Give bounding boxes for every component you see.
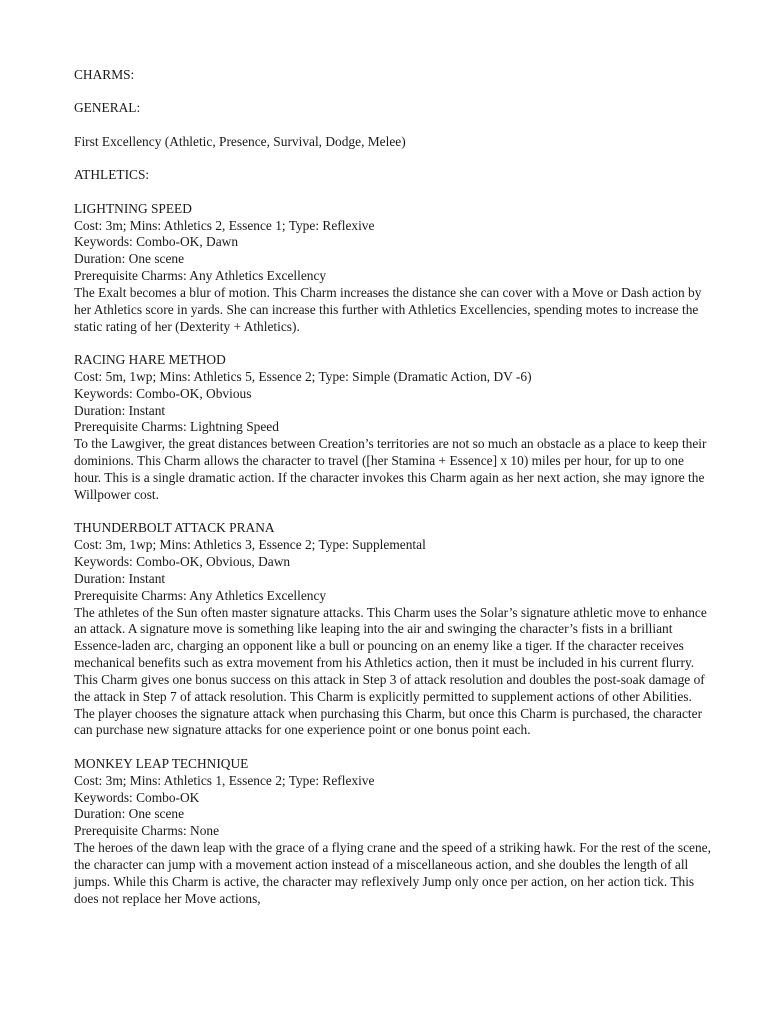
charm-description: The heroes of the dawn leap with the grace of a flying crane and the speed of a striking hawk. For the rest of the scene, the character can jump with a movement action instead of a miscellaneous action, and she doubles the length of all jumps. While this Charm is active, the character may reflexively Jump only once per action, on her action tick. This does not replace her Move actions, [74, 840, 711, 906]
athletics-heading: ATHLETICS: [74, 167, 150, 183]
charm-duration: Duration: One scene [74, 251, 185, 267]
charm-description: The Exalt becomes a blur of motion. This Charm increases the distance she can cover with a Move or Dash action by her Athletics score in yards. She can increase this further with Athletics Excellencies, spending motes to increase the static rating of her (Dexterity + Athletics). [74, 284, 702, 334]
charm-prerequisites: Prerequisite Charms: Any Athletics Excellency [74, 268, 327, 284]
charm-keywords: Keywords: Combo-OK, Dawn [74, 234, 239, 250]
charm-name: THUNDERBOLT ATTACK PRANA [74, 520, 275, 536]
charm-cost: Cost: 3m; Mins: Athletics 2, Essence 1; Type: Reflexive [74, 217, 375, 233]
charm-description: The athletes of the Sun often master signature attacks. This Charm uses the Solar’s signature athletic move to enhance an attack. A signature move is something like leaping into the air and swinging the character’s fists in a brilliant Essence-laden arc, charging an opponent like a bull or pouncing on an enemy like a tiger. If the character receives mechanical benefits such as extra movement from his Athletics action, then it must be included in his current flurry. This Charm gives one bonus success on this attack in Step 3 of attack resolution and doubles the post-soak damage of the attack in Step 7 of attack resolution. This Charm is explicitly permitted to supplement actions of other Abilities. The player chooses the signature attack when purchasing this Charm, but once this Charm is purchased, the character can purchase new signature attacks for one experience point or one bonus point each. [74, 604, 707, 738]
charm-duration: Duration: Instant [74, 570, 166, 586]
charms-heading: CHARMS: [74, 67, 135, 82]
charm-prerequisites: Prerequisite Charms: Lightning Speed [74, 419, 279, 435]
charm-duration: Duration: Instant [74, 402, 166, 418]
charm-cost: Cost: 3m, 1wp; Mins: Athletics 3, Essence 2; Type: Supplemental [74, 537, 426, 553]
charm-racing-hare-method [74, 352, 714, 504]
charm-keywords: Keywords: Combo-OK, Obvious, Dawn [74, 553, 291, 569]
charm-prerequisites: Prerequisite Charms: Any Athletics Excellency [74, 587, 327, 603]
charm-cost: Cost: 5m, 1wp; Mins: Athletics 5, Essence 2; Type: Simple (Dramatic Action, DV -6) [74, 368, 532, 384]
charm-name: MONKEY LEAP TECHNIQUE [74, 755, 249, 771]
general-item: First Excellency (Athletic, Presence, Survival, Dodge, Melee) [74, 133, 406, 149]
general-heading: GENERAL: [74, 100, 141, 116]
charm-name: RACING HARE METHOD [74, 352, 226, 368]
charm-duration: Duration: One scene [74, 806, 185, 822]
charm-lightning-speed [74, 201, 714, 336]
charm-prerequisites: Prerequisite Charms: None [74, 823, 220, 839]
charm-keywords: Keywords: Combo-OK, Obvious [74, 385, 252, 401]
document-page [74, 67, 714, 924]
charm-keywords: Keywords: Combo-OK [74, 789, 200, 805]
charm-thunderbolt-attack-prana [74, 520, 714, 739]
charm-name: LIGHTNING SPEED [74, 200, 192, 216]
charm-cost: Cost: 3m; Mins: Athletics 1, Essence 2; Type: Reflexive [74, 772, 375, 788]
charm-description: To the Lawgiver, the great distances between Creation’s territories are not so much an obstacle as a place to keep their dominions. This Charm allows the character to travel ([her Stamina + Essence] x 10) miles per hour, for up to one hour. This is a single dramatic action. If the character invokes this Charm again as her next action, she may ignore the Willpower cost. [74, 436, 707, 502]
charm-monkey-leap-technique [74, 756, 714, 908]
